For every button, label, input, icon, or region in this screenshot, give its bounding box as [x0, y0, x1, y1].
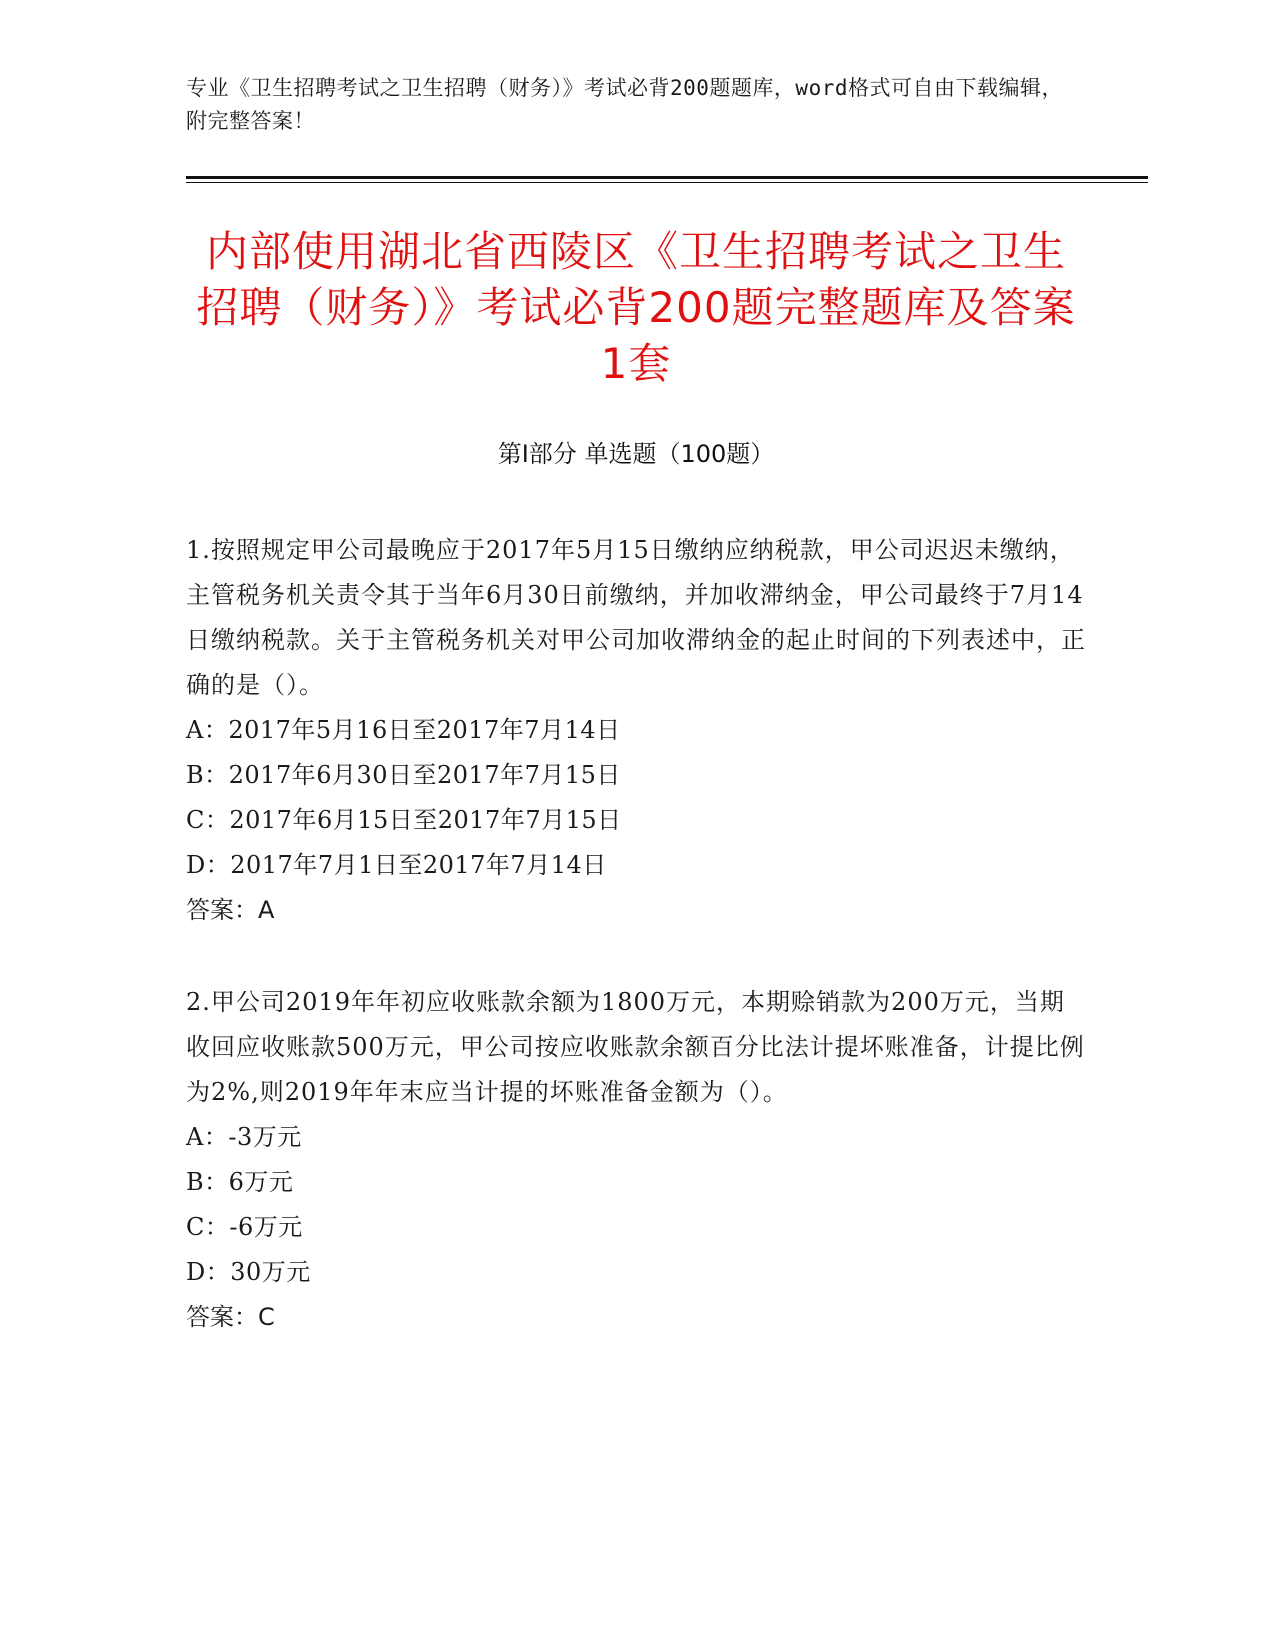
option-a: A：-3万元	[186, 1123, 302, 1151]
answer-line: 答案：A	[186, 896, 275, 924]
option-c: C：2017年6月15日至2017年7月15日	[186, 806, 622, 834]
question-1	[186, 528, 1086, 933]
option-b: B：2017年6月30日至2017年7月15日	[186, 761, 621, 789]
document-title: 内部使用湖北省西陵区《卫生招聘考试之卫生招聘（财务）》考试必背200题完整题库及答案1套	[196, 227, 1076, 388]
option-c: C：-6万元	[186, 1213, 303, 1241]
question-stem: 1.按照规定甲公司最晚应于2017年5月15日缴纳应纳税款，甲公司迟迟未缴纳，主管税务机关责令其于当年6月30日前缴纳，并加收滞纳金，甲公司最终于7月14日缴纳税款。关于主管税务机关对甲公司加收滞纳金的起止时间的下列表述中，正确的是（）。	[186, 536, 1086, 699]
option-d: D：2017年7月1日至2017年7月14日	[186, 851, 607, 879]
option-b: B：6万元	[186, 1168, 294, 1196]
answer-line: 答案：C	[186, 1303, 275, 1331]
option-d: D：30万元	[186, 1258, 311, 1286]
header-note: 专业《卫生招聘考试之卫生招聘（财务）》考试必背200题题库，word格式可自由下载编辑，附完整答案！	[186, 76, 1063, 133]
section-heading: 第I部分 单选题（100题）	[497, 440, 775, 468]
header-divider-thick	[186, 176, 1148, 179]
option-a: A：2017年5月16日至2017年7月14日	[186, 716, 621, 744]
question-2	[186, 980, 1086, 1340]
header-divider-thin	[186, 182, 1148, 183]
question-stem: 2.甲公司2019年年初应收账款余额为1800万元，本期赊销款为200万元，当期收回应收账款500万元，甲公司按应收账款余额百分比法计提坏账准备，计提比例为2%,则2019年年末应当计提的坏账准备金额为（）。	[186, 988, 1085, 1106]
